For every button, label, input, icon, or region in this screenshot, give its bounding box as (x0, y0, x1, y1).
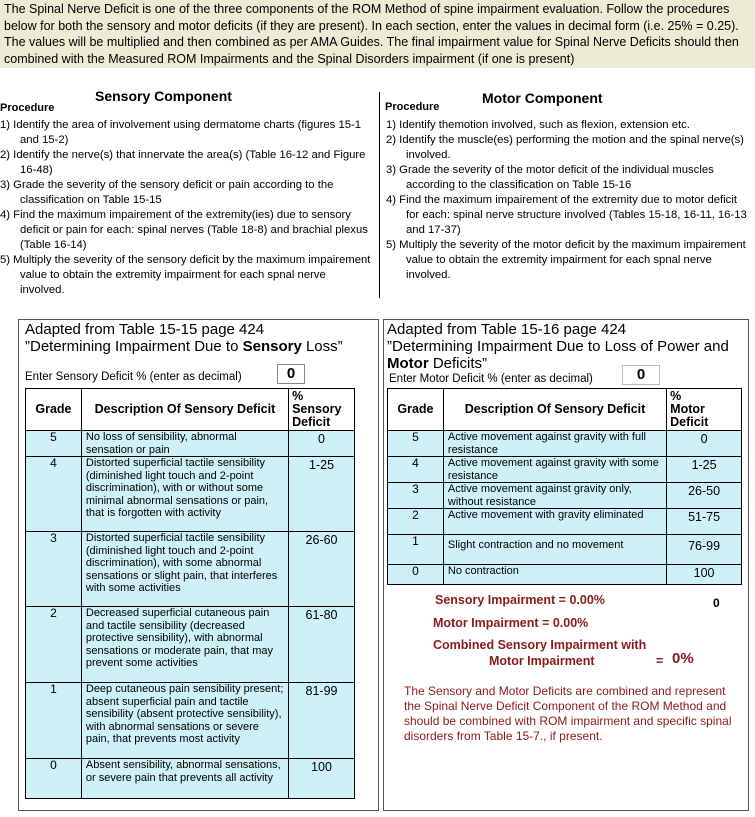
sensory-step: 2) Identify the nerve(s) that innervate the area(s) (Table 16-12 and Figure 16-48) (0, 149, 366, 176)
motor-deficit-input[interactable]: 0 (622, 365, 660, 385)
sensory-impairment-value: 0.00% (569, 593, 605, 607)
grade-cell: 5 (388, 431, 444, 457)
description-cell: Deep cutaneous pain sensibility present; absent superficial pain and tactile sensibility (absent protective sensibility), with abnormal sensations or severe pain, that prevents most activity (81, 683, 288, 759)
description-cell: Decreased superficial cutaneous pain and tactile sensibility (decreased protective sensibility), with abnormal sensations or moderate pain, that may prevent some activities (81, 607, 288, 683)
description-cell: No contraction (443, 565, 666, 585)
description-cell: Distorted superficial tactile sensibility (diminished light touch and 2-point discrimination), with some abnormal sensations or slight pain, that interferes with some activities (81, 532, 288, 607)
description-cell: Slight contraction and no movement (443, 535, 666, 565)
percent-cell: 1-25 (289, 457, 355, 532)
sensory-table-panel (18, 319, 379, 811)
motor-impairment-label: Motor Impairment = (433, 616, 550, 630)
percent-cell: 26-50 (667, 483, 742, 509)
table-row (26, 431, 355, 457)
grade-header: Grade (26, 389, 82, 431)
sensory-deficit-table (25, 388, 355, 799)
motor-step: 4) Find the maximum impairement of the extremity due to motor deficit for each: spinal nerve structure involved (Tables 15-18, 16-11, 16-13 and 17-37) (386, 194, 747, 236)
grade-cell: 5 (26, 431, 82, 457)
intro-text: The Spinal Nerve Deficit is one of the three components of the ROM Method of spine impairment evaluation. Follow the procedures below for both the sensory and motor deficits (if they are present). In each section, enter the values in decimal form (i.e. 25% = 0.25). The values will be multiplied and then combined as per AMA Guides. The final impairment value for Spinal Nerve Deficits should then combined with the Measured ROM Impairments and the Spinal Disorders impairment (if one is present) (0, 0, 755, 68)
table-row (388, 483, 742, 509)
motor-impairment-result (433, 616, 588, 630)
grade-cell: 1 (388, 535, 444, 565)
combination-note: The Sensory and Motor Deficits are combined and represent the Spinal Nerve Deficit Component of the ROM Method and should be combined with ROM impairment and specific spinal disorders from Table 15-7., if present. (404, 684, 732, 743)
sensory-step: 4) Find the maximum impairement of the extremity(ies) due to sensory deficit or pain for each: spinal nerves (Table 18-8) and brachial plexus (Table 16-14) (0, 209, 368, 251)
percent-sign: % (292, 389, 304, 403)
motor-table-subtitle (387, 338, 747, 372)
description-cell: No loss of sensibility, abnormal sensation or pain (81, 431, 288, 457)
grade-cell: 2 (388, 509, 444, 535)
description-cell: Active movement against gravity with full resistance (443, 431, 666, 457)
motor-deficit-table (387, 388, 742, 585)
vertical-divider (379, 92, 380, 298)
motor-step: 1) Identify themotion involved, such as flexion, extension etc. (386, 119, 690, 131)
description-cell: Distorted superficial tactile sensibility (diminished light touch and 2-point discrimination), with or without some minimal abnormal sensations or pain, that is forgotten with activity (81, 457, 288, 532)
table-row (388, 535, 742, 565)
percent-header (667, 389, 742, 431)
motor-step: 5) Multiply the severity of the motor deficit by the maximum impairement value to obtain the extremity impairment for each spnal nerve involved. (386, 239, 746, 281)
description-cell: Active movement against gravity with some resistance (443, 457, 666, 483)
motor-procedure-steps (386, 118, 752, 283)
subtitle-part: Loss” (301, 338, 343, 355)
table-row (26, 457, 355, 532)
description-header: Description Of Sensory Deficit (443, 389, 666, 431)
percent-cell: 100 (289, 759, 355, 799)
percent-header-line: Motor (670, 402, 705, 416)
sensory-component-title: Sensory Component (95, 88, 232, 104)
table-header-row (388, 389, 742, 431)
table-row (388, 565, 742, 585)
sensory-deficit-input[interactable]: 0 (277, 364, 305, 384)
subtitle-emphasis: Sensory (242, 338, 302, 355)
subtitle-emphasis: Motor (387, 355, 429, 372)
grade-cell: 3 (388, 483, 444, 509)
table-row (388, 509, 742, 535)
percent-cell: 61-80 (289, 607, 355, 683)
motor-procedure-label: Procedure (385, 101, 440, 113)
sensory-impairment-label: Sensory Impairment = (435, 593, 566, 607)
sensory-table-title: Adapted from Table 15-15 page 424 (25, 321, 265, 338)
percent-cell: 51-75 (667, 509, 742, 535)
percent-header-line: Deficit (670, 415, 709, 429)
subtitle-part: ”Determining Impairment Due to Loss of Power and (387, 338, 729, 355)
grade-cell: 1 (26, 683, 82, 759)
combined-equals: = (656, 654, 664, 668)
sensory-input-label: Enter Sensory Deficit % (enter as decimal) (25, 371, 242, 383)
sensory-step: 1) Identify the area of involvement using dermatome charts (figures 15-1 and 15-2) (0, 119, 362, 146)
percent-cell: 26-60 (289, 532, 355, 607)
description-header: Description Of Sensory Deficit (81, 389, 288, 431)
description-cell: Absent sensibility, abnormal sensations, or severe pain that prevents all activity (81, 759, 288, 799)
combined-impairment-label: Combined Sensory Impairment with (433, 638, 647, 652)
percent-header-line: Deficit (292, 415, 331, 429)
percent-header (289, 389, 355, 431)
grade-cell: 4 (26, 457, 82, 532)
motor-step: 3) Grade the severity of the motor deficit of the individual muscles according to the classification on Table 15-16 (386, 164, 714, 191)
table-row (388, 457, 742, 483)
grade-cell: 2 (26, 607, 82, 683)
table-row (26, 607, 355, 683)
combined-impairment-label-2: Motor Impairment (489, 654, 595, 668)
motor-component-title: Motor Component (482, 90, 603, 106)
motor-table-panel (383, 319, 749, 811)
table-row (26, 759, 355, 799)
sensory-impairment-result (435, 593, 605, 607)
grade-cell: 0 (388, 565, 444, 585)
side-value: 0 (713, 596, 720, 610)
grade-cell: 4 (388, 457, 444, 483)
percent-sign: % (670, 389, 682, 403)
percent-cell: 1-25 (667, 457, 742, 483)
table-row (26, 532, 355, 607)
description-cell: Active movement with gravity eliminated (443, 509, 666, 535)
sensory-procedure-label: Procedure (0, 102, 55, 114)
percent-cell: 81-99 (289, 683, 355, 759)
motor-table-title: Adapted from Table 15-16 page 424 (387, 321, 627, 338)
percent-cell: 0 (289, 431, 355, 457)
description-cell: Active movement against gravity only, without resistance (443, 483, 666, 509)
sensory-step: 3) Grade the severity of the sensory deficit or pain according to the classification on Table 15-15 (0, 179, 334, 206)
motor-input-label: Enter Motor Deficit % (enter as decimal) (389, 373, 593, 385)
sensory-step: 5) Multiply the severity of the sensory deficit by the maximum impairement value to obtain the extremity impairment for each spnal nerve involved. (0, 254, 371, 296)
grade-cell: 0 (26, 759, 82, 799)
subtitle-part: ”Determining Impairment Due to (25, 338, 243, 355)
grade-header: Grade (388, 389, 444, 431)
table-header-row (26, 389, 355, 431)
combined-impairment-value: 0% (672, 650, 694, 667)
percent-cell: 76-99 (667, 535, 742, 565)
percent-header-line: Sensory (292, 402, 342, 416)
motor-impairment-value: 0.00% (552, 616, 589, 630)
percent-cell: 100 (667, 565, 742, 585)
subtitle-part: Deficits” (428, 355, 487, 372)
grade-cell: 3 (26, 532, 82, 607)
percent-cell: 0 (667, 431, 742, 457)
table-row (26, 683, 355, 759)
sensory-table-subtitle (25, 338, 343, 355)
motor-step: 2) Identify the muscle(es) performing the motion and the spinal nerve(s) involved. (386, 134, 744, 161)
sensory-procedure-steps (0, 118, 372, 298)
table-row (388, 431, 742, 457)
